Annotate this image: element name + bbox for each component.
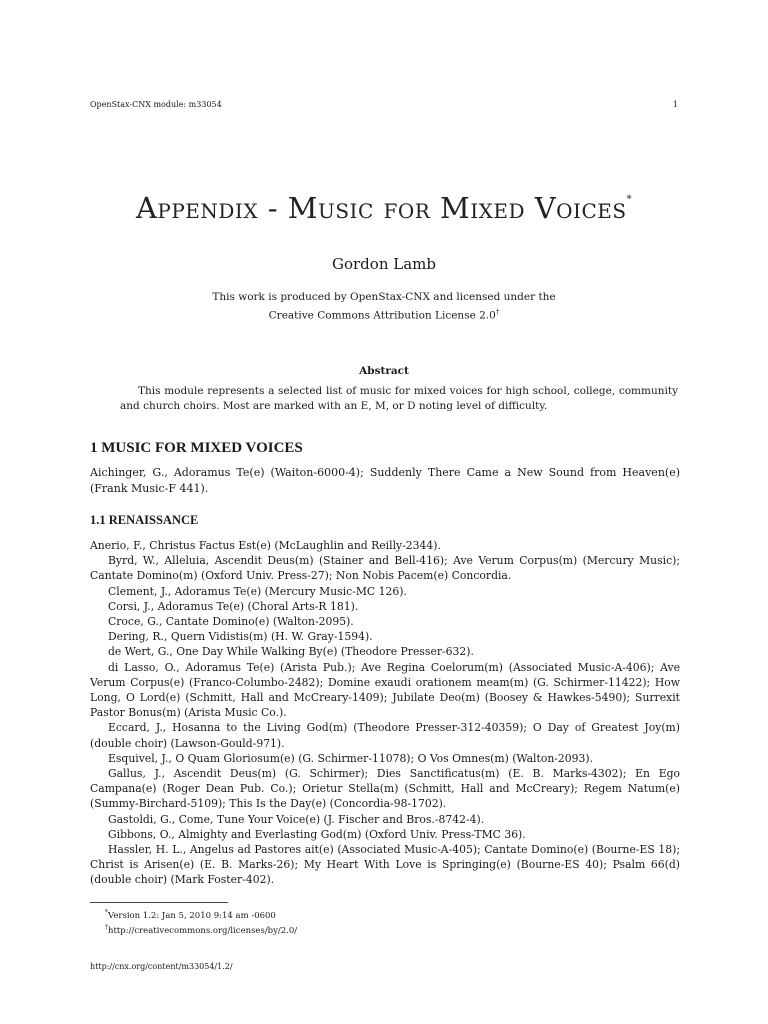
list-item: Gibbons, O., Almighty and Everlasting God(m) (Oxford Univ. Press-TMC 36). — [108, 827, 526, 841]
footnote-license-url — [105, 922, 297, 937]
list-item: Gallus, J., Ascendit Deus(m) (G. Schirmer); Dies Sanctificatus(m) (E. B. Marks-4302); En Ego Campana(e) (Roger Dean Pub. Co.); Orietur Stella(m) (Schmitt, Hall and McCreary); Regem Natum(e) (Summy-Birchard-5109); This Is the Day(e) (Concordia-98-1702). — [90, 767, 680, 811]
title-text: Appendix - Music for Mixed Voices — [135, 191, 627, 225]
module-id: OpenStax-CNX module: m33054 — [90, 100, 222, 109]
list-item: Anerio, F., Christus Factus Est(e) (McLaughlin and Reilly-2344). — [90, 539, 441, 552]
subsection-heading: 1.1 RENAISSANCE — [90, 513, 199, 527]
footnote-marker: * — [105, 909, 108, 916]
footer-url[interactable]: http://cnx.org/content/m33054/1.2/ — [90, 962, 233, 971]
list-item: Dering, R., Quern Vidistis(m) (H. W. Gray-1594). — [108, 630, 373, 644]
section-intro: Aichinger, G., Adoramus Te(e) (Waiton-6000-4); Suddenly There Came a New Sound from Heaven(e) (Frank Music-F 441). — [90, 466, 680, 495]
page-number: 1 — [672, 100, 678, 109]
list-item: de Wert, G., One Day While Walking By(e) (Theodore Presser-632). — [108, 645, 474, 659]
list-item: Hassler, H. L., Angelus ad Pastores ait(e) (Associated Music-A-405); Cantate Domino(e) (Bourne-ES 18); Christ is Arisen(e) (E. B. Marks-26); My Heart With Love is Springing(e) (Bourne-ES 40); Psalm 66(d) (double choir) (Mark Foster-402). — [90, 843, 680, 887]
abstract-heading: Abstract — [359, 365, 409, 377]
list-item: Croce, G., Cantate Domino(e) (Walton-2095). — [108, 615, 354, 629]
license-line-1: This work is produced by OpenStax-CNX and licensed under the — [212, 291, 556, 303]
license-footnote-marker: † — [495, 308, 500, 316]
license-notice — [0, 290, 768, 324]
footnote-link[interactable]: http://creativecommons.org/licenses/by/2.0/ — [108, 925, 298, 936]
license-link[interactable]: Creative Commons Attribution License 2.0 — [268, 309, 496, 322]
footnote-marker: † — [105, 923, 108, 931]
footnotes — [105, 907, 297, 937]
running-header — [90, 100, 678, 109]
footnote-version — [105, 907, 297, 922]
author: Gordon Lamb — [332, 255, 436, 273]
license-line-2 — [0, 305, 768, 324]
title-footnote-marker: * — [626, 194, 633, 205]
list-item: Corsi, J., Adoramus Te(e) (Choral Arts-R 181). — [108, 599, 359, 613]
list-item: Esquivel, J., O Quam Gloriosum(e) (G. Schirmer-11078); O Vos Omnes(m) (Walton-2093). — [108, 751, 594, 765]
list-item: Eccard, J., Hosanna to the Living God(m) (Theodore Presser-312-40359); O Day of Greatest Joy(m) (double choir) (Lawson-Gould-971). — [90, 721, 680, 750]
list-item: Clement, J., Adoramus Te(e) (Mercury Music-MC 126). — [108, 584, 407, 598]
abstract-text: This module represents a selected list of music for mixed voices for high school, college, community and church choirs. Most are marked with an E, M, or D noting level of difficulty. — [120, 385, 678, 412]
page-title — [0, 191, 768, 225]
list-item: Gastoldi, G., Come, Tune Your Voice(e) (J. Fischer and Bros.-8742-4). — [108, 812, 485, 826]
list-item: di Lasso, O., Adoramus Te(e) (Arista Pub.); Ave Regina Coelorum(m) (Associated Music-A-406); Ave Verum Corpus(e) (Franco-Columbo-2482); Domine exaudi orationem meam(m) (G. Schirmer-11422); How Long, O Lord(e) (Schmitt, Hall and McCreary-1409); Jubilate Deo(m) (Boosey & Hawkes-5490); Surrexit Pastor Bonus(m) (Arista Music Co.). — [90, 660, 680, 720]
entry-list — [90, 538, 680, 888]
list-item: Byrd, W., Alleluia, Ascendit Deus(m) (Stainer and Bell-416); Ave Verum Corpus(m) (Mercury Music); Cantate Domino(m) (Oxford Univ. Press-27); Non Nobis Pacem(e) Concordia. — [90, 554, 680, 583]
footnote-text: Version 1.2: Jan 5, 2010 9:14 am -0600 — [108, 910, 276, 921]
section-heading: 1 MUSIC FOR MIXED VOICES — [90, 440, 303, 456]
footnote-divider — [90, 902, 228, 903]
